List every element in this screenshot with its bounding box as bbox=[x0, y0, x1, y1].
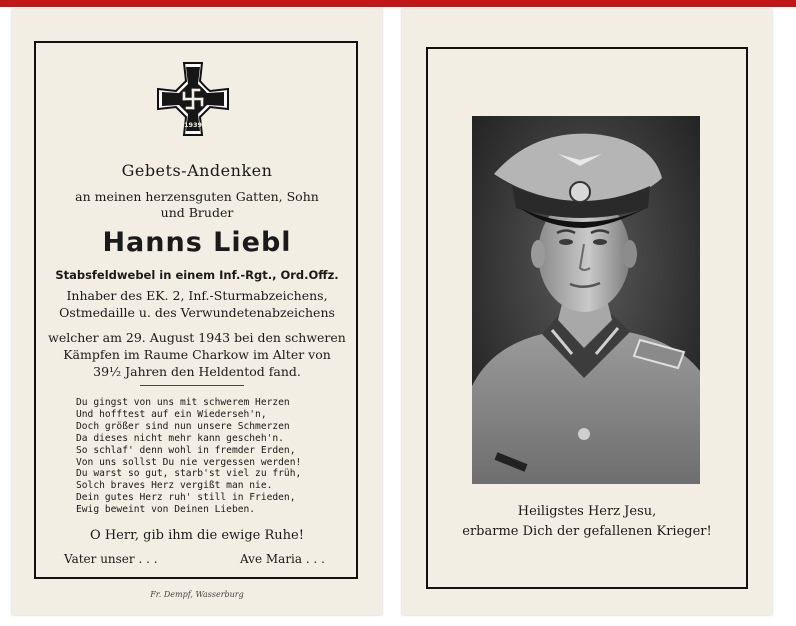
prayer-vater-unser: Vater unser . . . bbox=[64, 552, 158, 566]
awards-line-2: Ostmedaille u. des Verwundetenabzeichens bbox=[59, 305, 335, 320]
poem-line: Solch braves Herz vergißt man nie. bbox=[76, 480, 273, 492]
poem-line: Dein gutes Herz ruh' still in Frieden, bbox=[76, 492, 296, 504]
poem-line: Von uns sollst Du nie vergessen werden! bbox=[76, 456, 302, 468]
death-line-1: welcher am 29. August 1943 bei den schweren bbox=[48, 330, 346, 345]
prayer-ave-maria: Ave Maria . . . bbox=[240, 552, 325, 566]
memorial-poem bbox=[76, 397, 346, 516]
ornament-divider bbox=[140, 385, 244, 386]
poem-line: Da dieses nicht mehr kann gescheh'n. bbox=[76, 432, 284, 444]
cross-year: 1939 bbox=[183, 121, 203, 129]
poem-line: Du gingst von uns mit schwerem Herzen bbox=[76, 397, 290, 408]
closing-prayer: O Herr, gib ihm die ewige Ruhe! bbox=[90, 528, 304, 543]
printer-imprint: Fr. Dempf, Wasserburg bbox=[150, 590, 244, 599]
caption-line-1: Heiligstes Herz Jesu, bbox=[517, 504, 657, 519]
iron-cross-emblem bbox=[154, 59, 232, 139]
top-edge-bar bbox=[0, 0, 796, 7]
portrait-illustration bbox=[472, 116, 700, 484]
death-line-2: Kämpfen im Raume Charkow im Alter von bbox=[63, 347, 331, 362]
caption-line-2: erbarme Dich der gefallenen Krieger! bbox=[462, 524, 712, 539]
death-line-3: 39½ Jahren den Heldentod fand. bbox=[93, 364, 301, 379]
memorial-card-photo bbox=[402, 9, 772, 615]
card-heading: Gebets-Andenken bbox=[121, 161, 273, 180]
poem-line: So schlaf' denn wohl in fremder Erden, bbox=[76, 444, 296, 456]
poem-line: Und hofftest auf ein Wiederseh'n, bbox=[76, 408, 267, 420]
poem-line: Ewig beweint von Deinen Lieben. bbox=[76, 504, 256, 516]
rank-line: Stabsfeldwebel in einem Inf.-Rgt., Ord.Offz. bbox=[55, 268, 339, 282]
dedication-line-2: und Bruder bbox=[160, 205, 234, 220]
poem-line: Du warst so gut, starb'st viel zu früh, bbox=[76, 468, 302, 480]
awards-line-1: Inhaber des EK. 2, Inf.-Sturmabzeichens, bbox=[66, 288, 328, 303]
soldier-portrait-photo bbox=[472, 116, 700, 484]
poem-line: Doch größer sind nun unsere Schmerzen bbox=[76, 420, 290, 432]
deceased-name: Hanns Liebl bbox=[102, 227, 292, 258]
memorial-card-text bbox=[12, 9, 382, 615]
dedication-line-1: an meinen herzensguten Gatten, Sohn bbox=[75, 189, 319, 204]
